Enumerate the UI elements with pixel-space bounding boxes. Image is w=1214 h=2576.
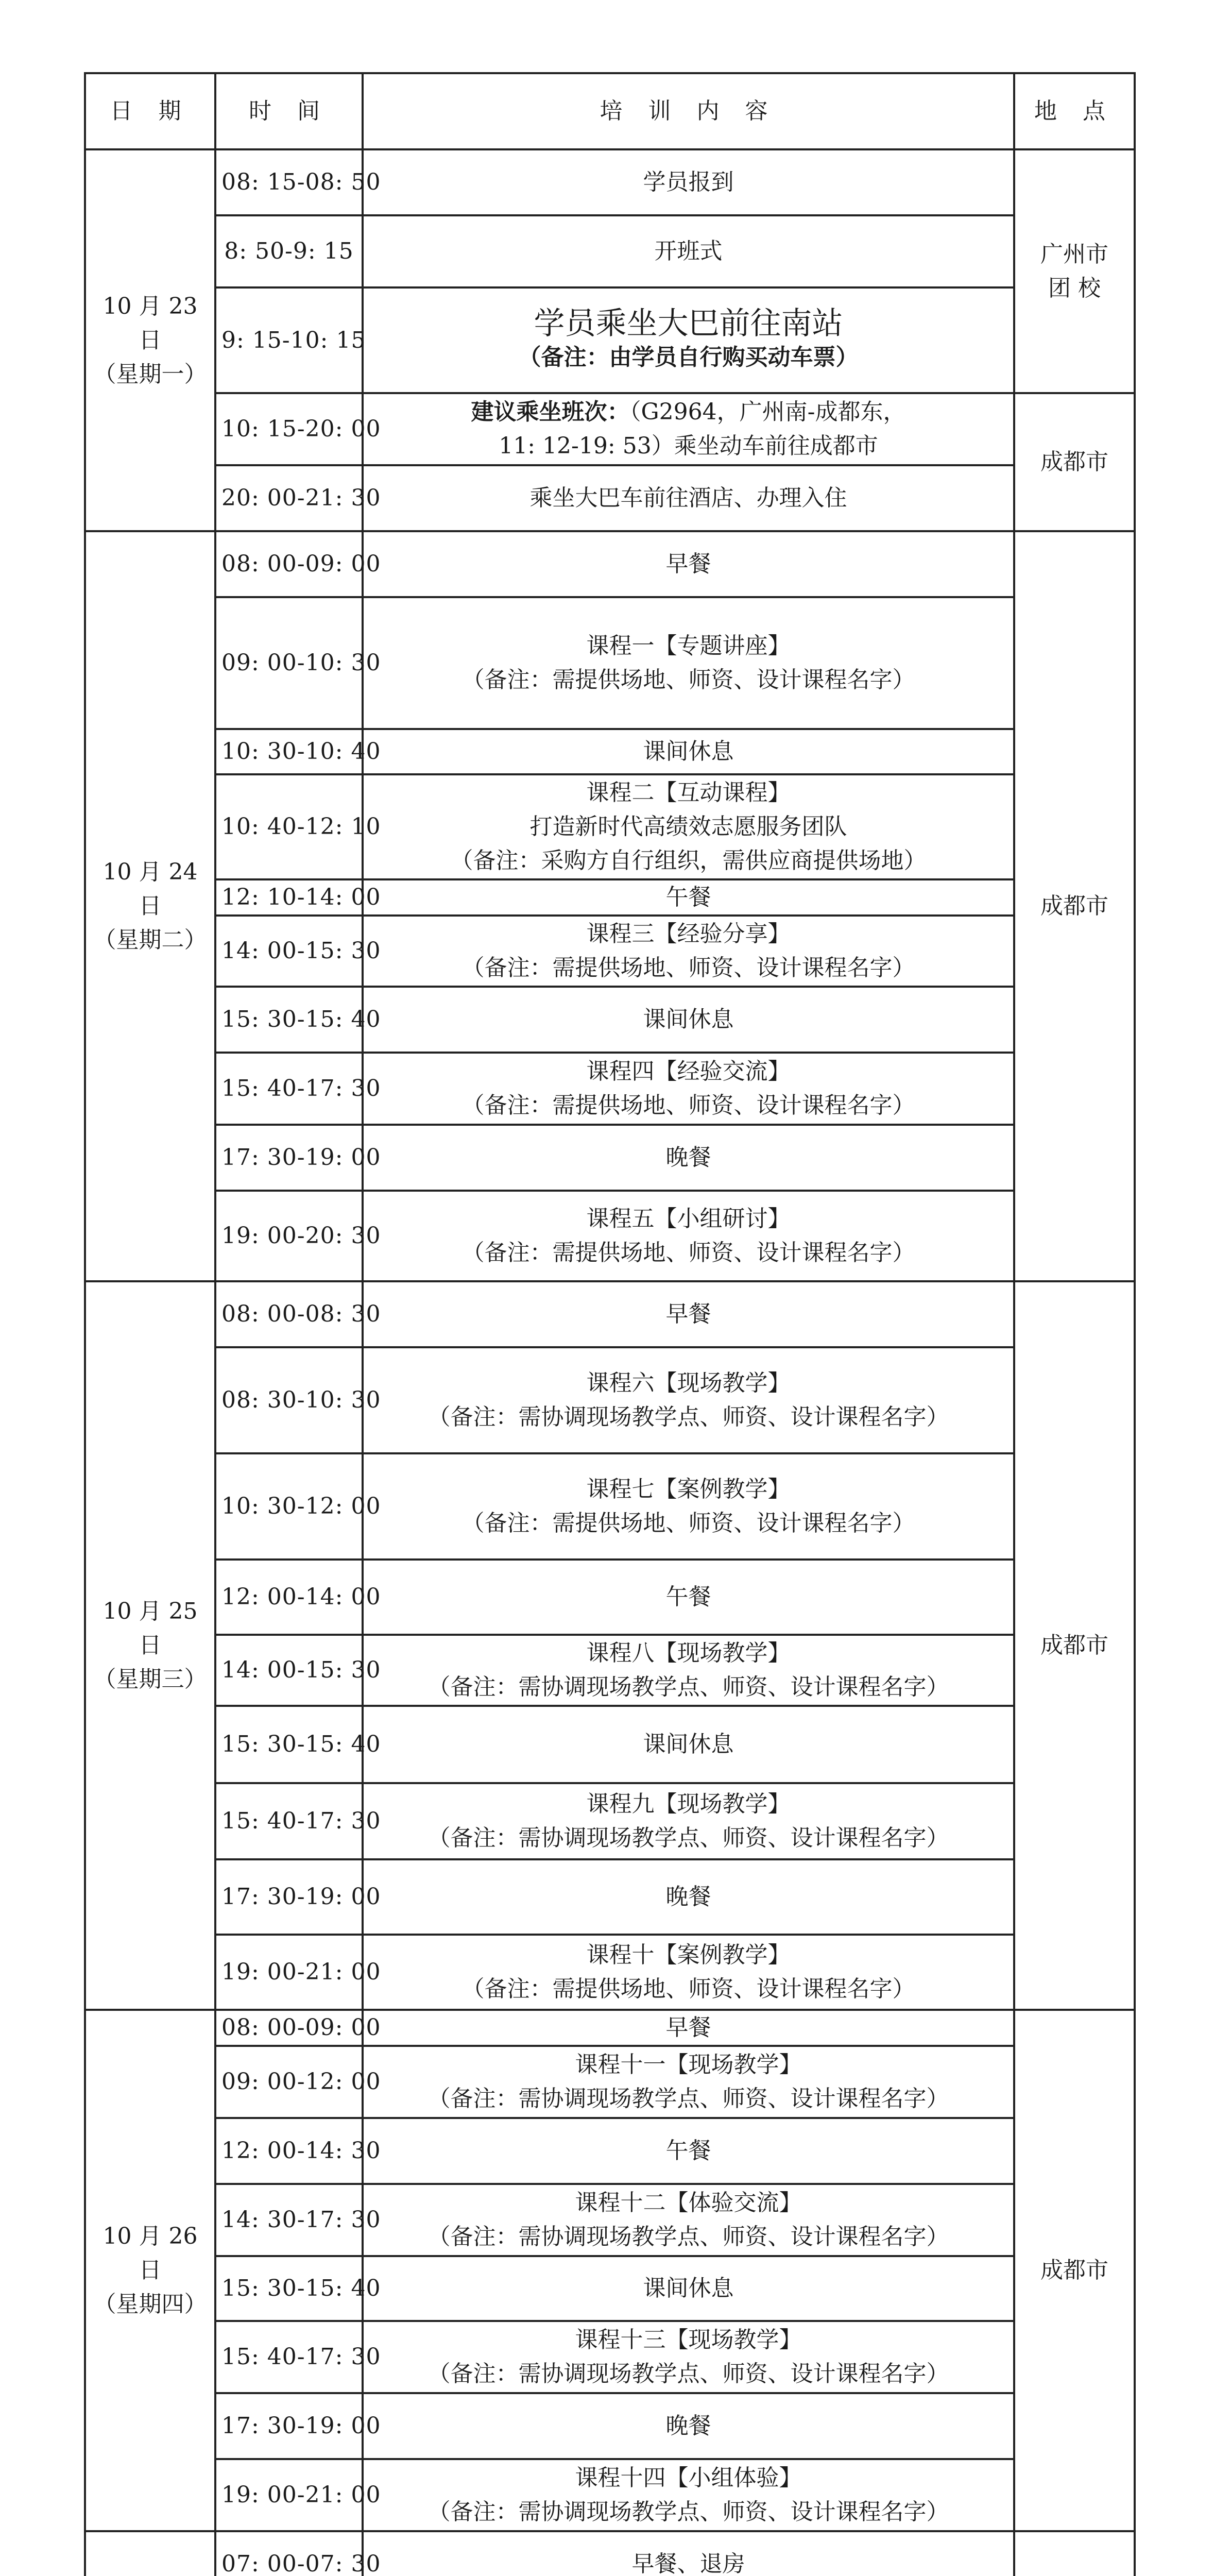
header-time: 时 间 [215, 73, 363, 149]
course-title: 课程八【现场教学】 [586, 1640, 791, 1666]
content-cell [363, 2184, 1014, 2256]
content-text: 课间休息 [643, 2275, 734, 2301]
content-cell [363, 149, 1014, 215]
time-cell: 15: 40-17: 30 [215, 1783, 363, 1859]
content-note: （备注：需协调现场教学点、师资、设计课程名字） [428, 1674, 949, 1700]
weekday-label: （星期一） [93, 361, 207, 387]
time-cell: 14: 30-17: 30 [215, 2184, 363, 2256]
course-title: 课程二【互动课程】 [586, 779, 791, 806]
time-cell: 12: 00-14: 00 [215, 1560, 363, 1635]
table-row [85, 2256, 1135, 2321]
content-text: 课间休息 [643, 738, 734, 765]
course-title: 课程十一【现场教学】 [575, 2052, 802, 2078]
header-date: 日 期 [85, 73, 215, 149]
course-title: 课程十四【小组体验】 [575, 2465, 802, 2491]
content-note: （备注：需提供场地、师资、设计课程名字） [461, 667, 915, 693]
content-note: （备注：需协调现场教学点、师资、设计课程名字） [428, 2499, 949, 2525]
time-cell: 15: 30-15: 40 [215, 2256, 363, 2321]
content-text: （G2964，广州南-成都东， [629, 399, 906, 425]
content-text: 早餐 [665, 1301, 711, 1327]
content-text: 课间休息 [643, 1731, 734, 1757]
table-row [85, 287, 1135, 393]
time-cell: 12: 10-14: 00 [215, 879, 363, 916]
table-row [85, 393, 1135, 465]
content-note: （备注：采购方自行组织，需供应商提供场地） [450, 848, 927, 874]
table-row [85, 987, 1135, 1053]
location-label: 团 校 [1048, 275, 1101, 301]
weekday-label: （星期四） [93, 2291, 207, 2317]
time-cell: 10: 30-10: 40 [215, 729, 363, 774]
content-note: （备注：需协调现场教学点、师资、设计课程名字） [428, 1825, 949, 1851]
training-schedule-table [84, 72, 1136, 2576]
course-subtitle: 打造新时代高绩效志愿服务团队 [529, 814, 847, 840]
time-cell: 08: 30-10: 30 [215, 1347, 363, 1453]
content-cell [363, 531, 1014, 597]
table-row [85, 149, 1135, 215]
header-row [85, 73, 1135, 149]
time-cell: 8: 50-9: 15 [215, 215, 363, 287]
content-cell [363, 1706, 1014, 1783]
content-cell [363, 729, 1014, 774]
content-cell [363, 916, 1014, 987]
table-row [85, 1125, 1135, 1191]
content-cell [363, 2321, 1014, 2393]
table-row [85, 2046, 1135, 2118]
time-cell: 10: 30-12: 00 [215, 1453, 363, 1560]
header-location: 地 点 [1014, 73, 1135, 149]
time-cell: 08: 00-09: 00 [215, 531, 363, 597]
time-cell: 08: 00-08: 30 [215, 1281, 363, 1347]
content-cell [363, 2046, 1014, 2118]
time-cell: 19: 00-21: 00 [215, 2459, 363, 2531]
time-cell: 10: 40-12: 10 [215, 774, 363, 879]
content-cell [363, 1783, 1014, 1859]
content-cell [363, 1281, 1014, 1347]
time-cell: 15: 30-15: 40 [215, 1706, 363, 1783]
location-cell: 成都市 [1014, 393, 1135, 531]
time-cell: 9: 15-10: 15 [215, 287, 363, 393]
content-cell [363, 1125, 1014, 1191]
table-row [85, 1453, 1135, 1560]
date-label: 10 月 26 日 [102, 2223, 198, 2283]
time-cell: 15: 40-17: 30 [215, 2321, 363, 2393]
date-cell [85, 149, 215, 531]
table-row [85, 879, 1135, 916]
table-row [85, 215, 1135, 287]
content-note: （备注：需提供场地、师资、设计课程名字） [461, 955, 915, 981]
time-cell: 15: 30-15: 40 [215, 987, 363, 1053]
date-cell [85, 531, 215, 1281]
content-note: （备注：需提供场地、师资、设计课程名字） [461, 1510, 915, 1536]
content-cell [363, 393, 1014, 465]
content-note: （备注：需协调现场教学点、师资、设计课程名字） [428, 2224, 949, 2250]
table-row [85, 1859, 1135, 1935]
content-text: 学员乘坐大巴前往南站 [534, 305, 843, 342]
content-text: 午餐 [665, 2138, 711, 2164]
table-row [85, 2459, 1135, 2531]
course-title: 课程十【案例教学】 [586, 1942, 791, 1968]
content-cell [363, 987, 1014, 1053]
course-title: 课程六【现场教学】 [586, 1370, 791, 1396]
content-note: （备注：需提供场地、师资、设计课程名字） [461, 1976, 915, 2002]
time-cell: 17: 30-19: 00 [215, 2393, 363, 2459]
content-cell [363, 215, 1014, 287]
content-cell [363, 1191, 1014, 1281]
table-row [85, 2531, 1135, 2576]
table-row [85, 2321, 1135, 2393]
table-row [85, 2184, 1135, 2256]
date-cell [85, 2010, 215, 2531]
location-cell [1014, 149, 1135, 393]
table-row [85, 1191, 1135, 1281]
table-row [85, 1706, 1135, 1783]
table-row [85, 774, 1135, 879]
content-cell [363, 1053, 1014, 1125]
content-note: （备注：需协调现场教学点、师资、设计课程名字） [428, 2361, 949, 2387]
content-cell [363, 1635, 1014, 1706]
content-text: 早餐 [665, 551, 711, 577]
content-cell [363, 774, 1014, 879]
time-cell: 09: 00-12: 00 [215, 2046, 363, 2118]
table-row [85, 1935, 1135, 2010]
time-cell: 15: 40-17: 30 [215, 1053, 363, 1125]
course-title: 课程四【经验交流】 [586, 1058, 791, 1084]
content-text: 晚餐 [665, 2413, 711, 2439]
table-row [85, 916, 1135, 987]
time-cell: 07: 00-07: 30 [215, 2531, 363, 2576]
content-cell [363, 879, 1014, 916]
date-cell [85, 2531, 215, 2576]
table-row [85, 2393, 1135, 2459]
location-cell: 成都市 [1014, 1281, 1135, 2010]
course-title: 课程五【小组研讨】 [586, 1206, 791, 1232]
course-title: 课程七【案例教学】 [586, 1476, 791, 1502]
time-cell: 09: 00-10: 30 [215, 597, 363, 729]
content-note: （备注：需协调现场教学点、师资、设计课程名字） [428, 1404, 949, 1430]
time-cell: 17: 30-19: 00 [215, 1859, 363, 1935]
content-text: 学员报到 [643, 169, 734, 195]
time-cell: 14: 00-15: 30 [215, 1635, 363, 1706]
table-row [85, 729, 1135, 774]
content-text: 11: 12-19: 53）乘坐动车前往成都市 [499, 433, 878, 459]
header-content: 培 训 内 容 [363, 73, 1014, 149]
date-cell [85, 1281, 215, 2010]
content-note: （备注：需协调现场教学点、师资、设计课程名字） [428, 2086, 949, 2112]
content-note: （备注：需提供场地、师资、设计课程名字） [461, 1092, 915, 1118]
content-text: 课间休息 [643, 1006, 734, 1032]
table-row [85, 531, 1135, 597]
content-cell [363, 2459, 1014, 2531]
table-row [85, 1281, 1135, 1347]
content-text: 乘坐大巴车前往酒店、办理入住 [529, 485, 847, 511]
time-cell: 10: 15-20: 00 [215, 393, 363, 465]
date-label: 10 月 25 日 [102, 1598, 198, 1658]
content-text: 晚餐 [665, 1884, 711, 1910]
content-text: 建议乘坐班次： [471, 399, 630, 425]
time-cell: 19: 00-21: 00 [215, 1935, 363, 2010]
weekday-label: （星期三） [93, 1666, 207, 1692]
table-row [85, 1560, 1135, 1635]
content-cell [363, 1935, 1014, 2010]
table-row [85, 1783, 1135, 1859]
location-cell: 成都市 [1014, 2010, 1135, 2531]
time-cell: 14: 00-15: 30 [215, 916, 363, 987]
course-title: 课程一【专题讲座】 [586, 633, 791, 659]
content-text: 午餐 [665, 884, 711, 910]
course-title: 课程三【经验分享】 [586, 921, 791, 947]
table-row [85, 597, 1135, 729]
content-cell [363, 597, 1014, 729]
content-text: 午餐 [665, 1584, 711, 1610]
location-label: 广州市 [1040, 241, 1108, 267]
course-title: 课程十二【体验交流】 [575, 2190, 802, 2216]
content-text: 开班式 [654, 238, 723, 264]
table-row [85, 2118, 1135, 2184]
content-text: 晚餐 [665, 1144, 711, 1171]
date-label: 10 月 24 日 [102, 859, 198, 919]
time-cell: 20: 00-21: 30 [215, 465, 363, 531]
time-cell: 17: 30-19: 00 [215, 1125, 363, 1191]
content-cell [363, 465, 1014, 531]
content-cell [363, 1347, 1014, 1453]
date-label: 10 月 23 日 [102, 293, 198, 353]
content-cell [363, 287, 1014, 393]
content-cell [363, 2256, 1014, 2321]
weekday-label: （星期二） [93, 927, 207, 953]
content-cell [363, 1859, 1014, 1935]
time-cell: 08: 15-08: 50 [215, 149, 363, 215]
content-text: 早餐 [665, 2014, 711, 2041]
table-row [85, 2010, 1135, 2046]
location-cell: 成都市 [1014, 531, 1135, 1281]
time-cell: 19: 00-20: 30 [215, 1191, 363, 1281]
course-title: 课程十三【现场教学】 [575, 2327, 802, 2353]
content-cell [363, 1453, 1014, 1560]
content-cell [363, 2531, 1014, 2576]
content-cell [363, 1560, 1014, 1635]
table-row [85, 1635, 1135, 1706]
time-cell: 12: 00-14: 30 [215, 2118, 363, 2184]
location-cell [1014, 2531, 1135, 2576]
content-cell [363, 2393, 1014, 2459]
content-cell [363, 2010, 1014, 2046]
content-cell [363, 2118, 1014, 2184]
course-title: 课程九【现场教学】 [586, 1791, 791, 1817]
time-cell: 08: 00-09: 00 [215, 2010, 363, 2046]
content-note: （备注：需提供场地、师资、设计课程名字） [461, 1240, 915, 1266]
table-row [85, 1347, 1135, 1453]
content-text: 早餐、退房 [631, 2551, 745, 2576]
content-note: （备注：由学员自行购买动车票） [518, 344, 859, 370]
table-row [85, 465, 1135, 531]
table-row [85, 1053, 1135, 1125]
